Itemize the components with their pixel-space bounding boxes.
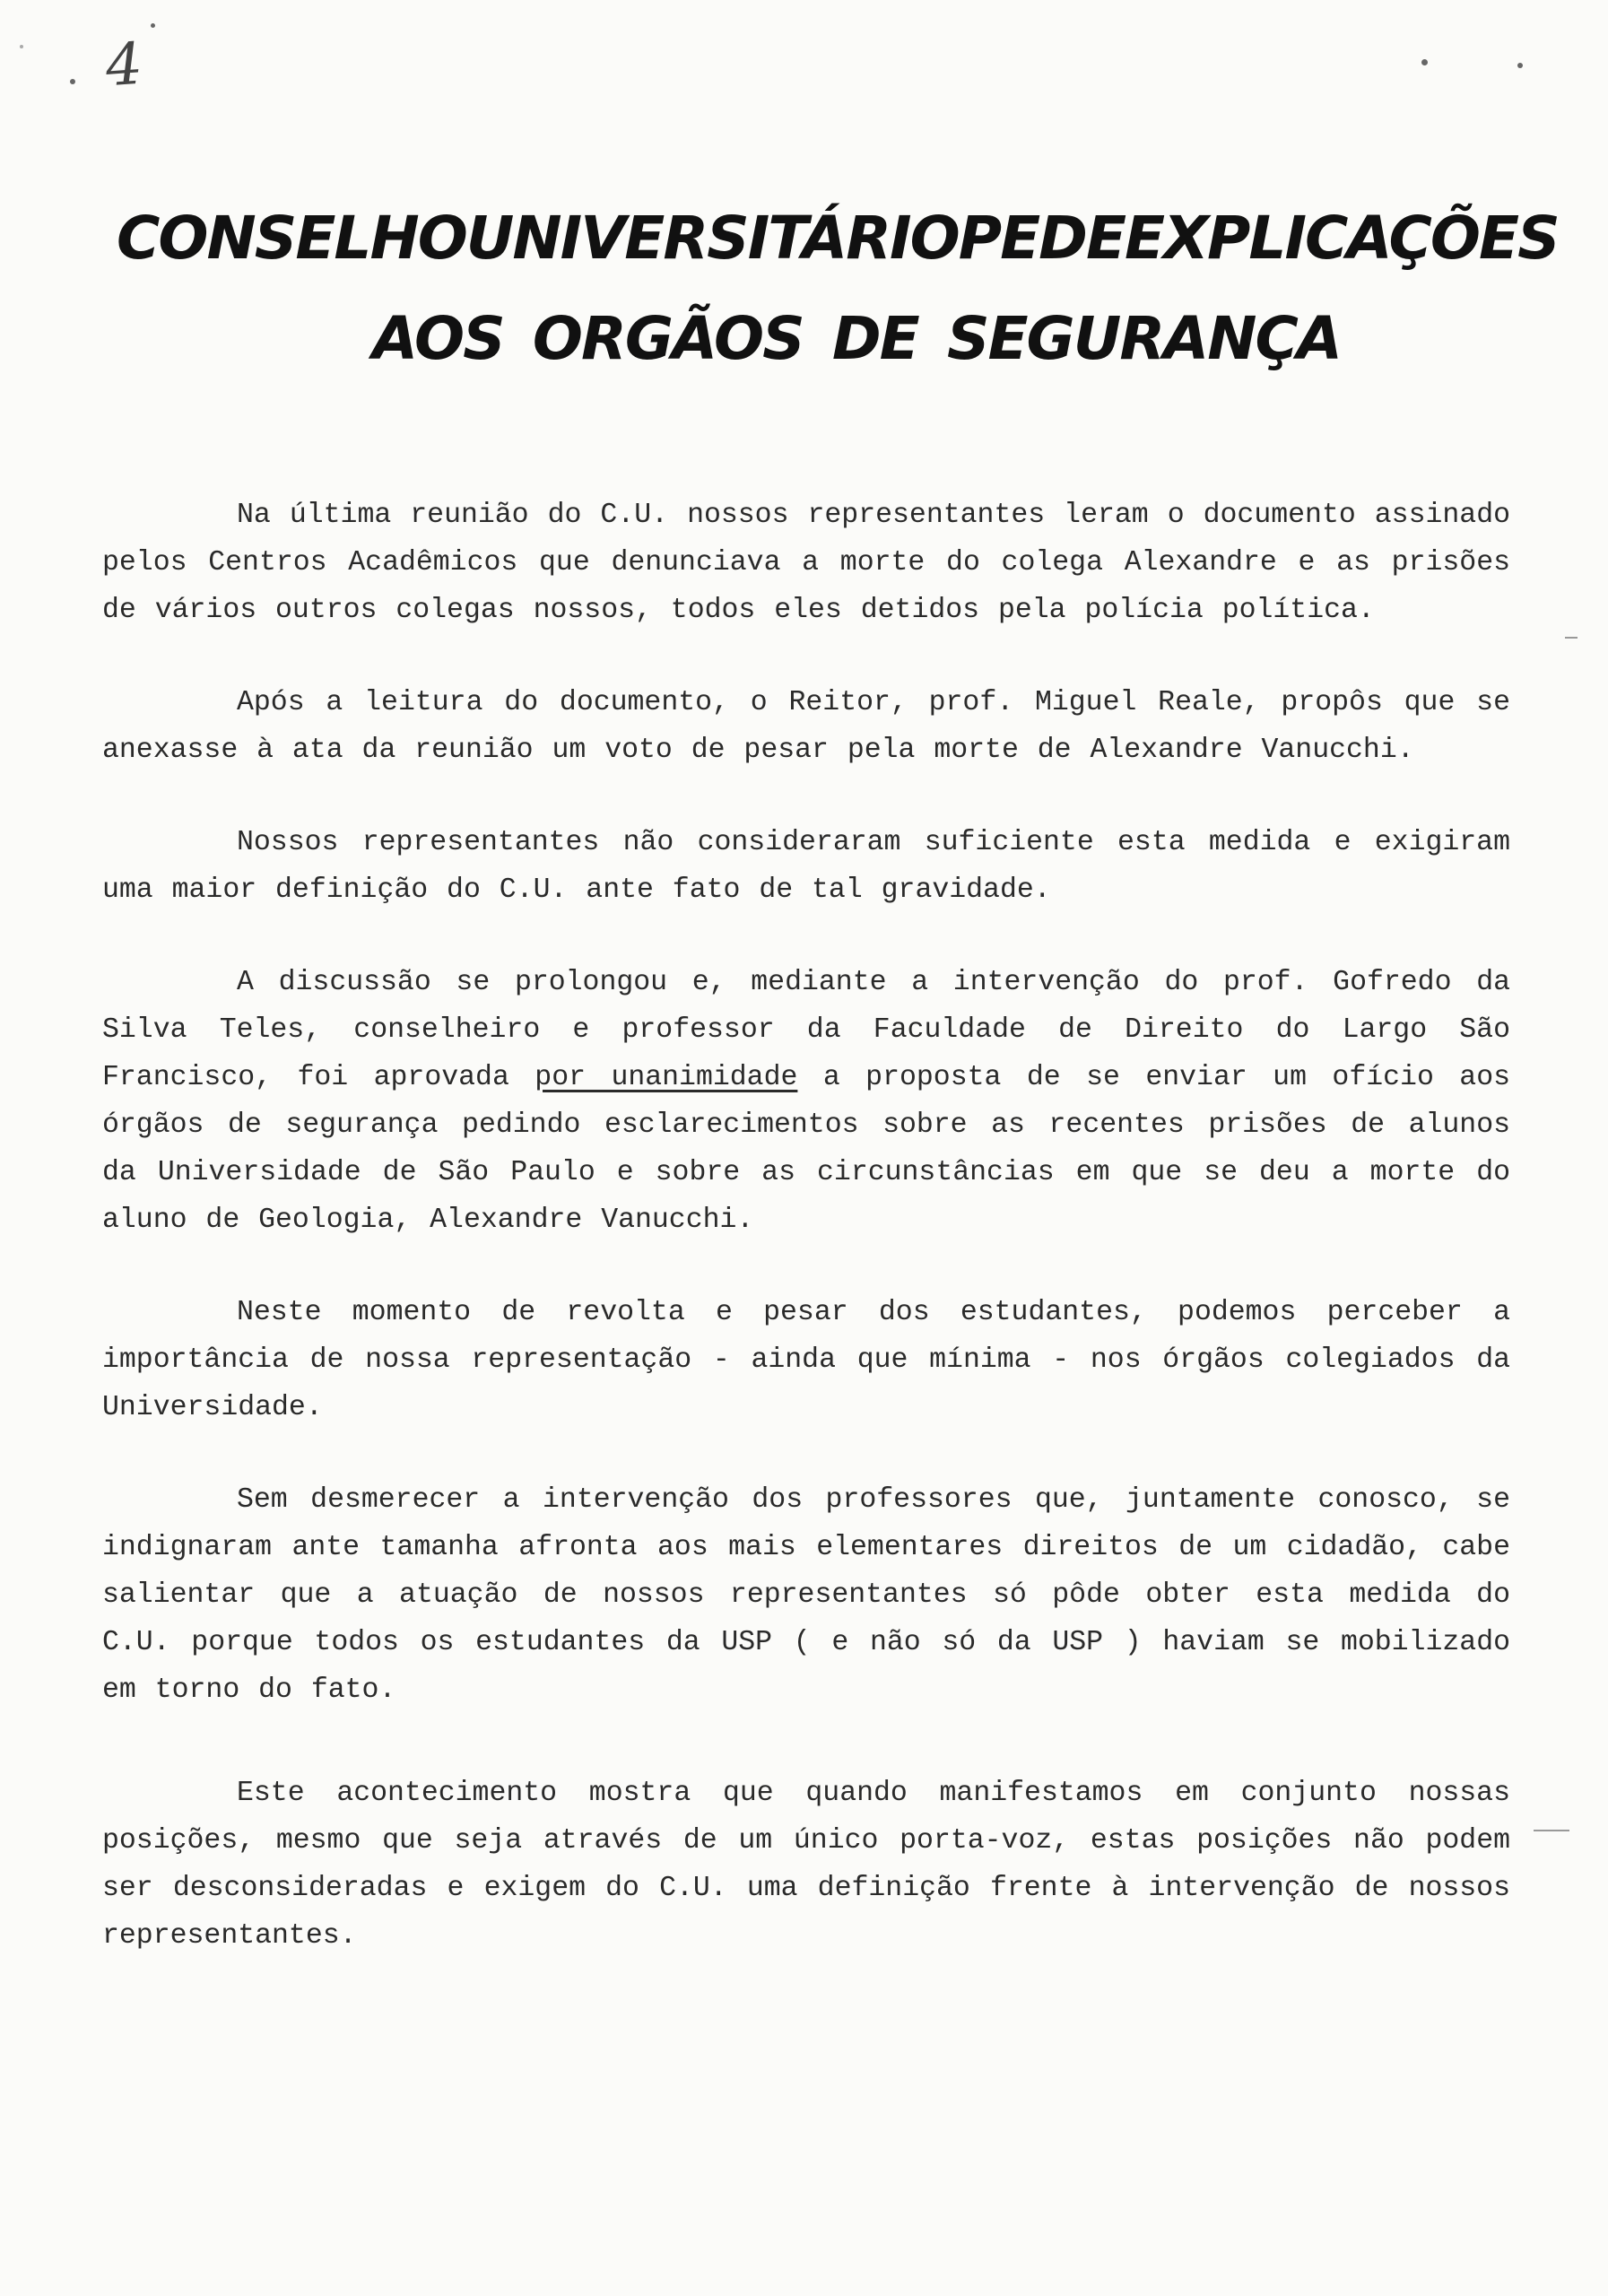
paper-speck: [151, 23, 155, 28]
headline-word: SEGURANÇA: [946, 304, 1341, 373]
paper-speck: [1517, 63, 1523, 68]
paragraph-2: Após a leitura do documento, o Reitor, prof. Miguel Reale, propôs que se anexasse à ata da reunião um voto de pesar pela morte de Alexandre Vanucchi.: [102, 687, 1510, 766]
paragraph-4-text: A discussão se prolongou e, mediante a intervenção do prof. Gofredo da Silva Teles, conselheiro e professor da Faculdade de Direito do Largo São Francisco, foi aprovada: [102, 967, 1510, 1093]
headline-word: EXPLICAÇÕES: [1125, 204, 1559, 273]
paragraph-3: Nossos representantes não consideraram suficiente esta medida e exigiram uma maior definição do C.U. ante fato de tal gravidade.: [102, 827, 1510, 906]
headline-line-1: [117, 188, 1559, 289]
headline-word: ORGÃOS: [532, 304, 804, 373]
paragraph-7: Este acontecimento mostra que quando manifestamos em conjunto nossas posições, mesmo que seja através de um único porta-voz, estas posições não podem ser desconsideradas e exigem do C.U. uma definição frente à intervenção de nossos representantes.: [102, 1778, 1510, 1952]
headline-word: AOS: [372, 304, 504, 373]
underlined-phrase: por unanimidade: [535, 1062, 798, 1093]
headline: [117, 188, 1559, 389]
paragraph-4: [102, 959, 1510, 1244]
paper-speck: [1421, 59, 1428, 65]
paragraph-1: Na última reunião do C.U. nossos representantes leram o documento assinado pelos Centros Acadêmicos que denunciava a morte do colega Alexandre e as prisões de vários outros colegas nossos, todos eles detidos pela polícia política.: [102, 500, 1510, 626]
headline-word: PEDE: [958, 204, 1126, 273]
margin-mark: [1565, 637, 1578, 639]
headline-line-2: [372, 289, 1341, 389]
paper-speck: [70, 79, 75, 84]
margin-mark: [1534, 1830, 1569, 1831]
headline-word: DE: [831, 304, 918, 373]
paragraph-5: Neste momento de revolta e pesar dos estudantes, podemos perceber a importância de nossa representação - ainda que mínima - nos órgãos colegiados da Universidade.: [102, 1297, 1510, 1423]
page-number: 4: [103, 30, 145, 100]
paragraph-6: Sem desmerecer a intervenção dos professores que, juntamente conosco, se indignaram ante tamanha afronta aos mais elementares direitos de um cidadão, cabe salientar que a atuação de nossos representantes só pôde obter esta medida do C.U. porque todos os estudantes da USP ( e não só da USP ) haviam se mobilizado em torno do fato.: [102, 1484, 1510, 1706]
paper-speck: [20, 45, 23, 48]
headline-word: UNIVERSITÁRIO: [465, 204, 959, 273]
article-body: [102, 491, 1510, 2007]
paragraph-4-text: a proposta de se enviar um ofício aos órgãos de segurança pedindo esclarecimentos sobre as recentes prisões de alunos da Universidade de São Paulo e sobre as circunstâncias em que se deu a morte do aluno de Geologia, Alexandre Vanucchi.: [102, 1062, 1510, 1236]
headline-word: CONSELHO: [117, 204, 466, 273]
